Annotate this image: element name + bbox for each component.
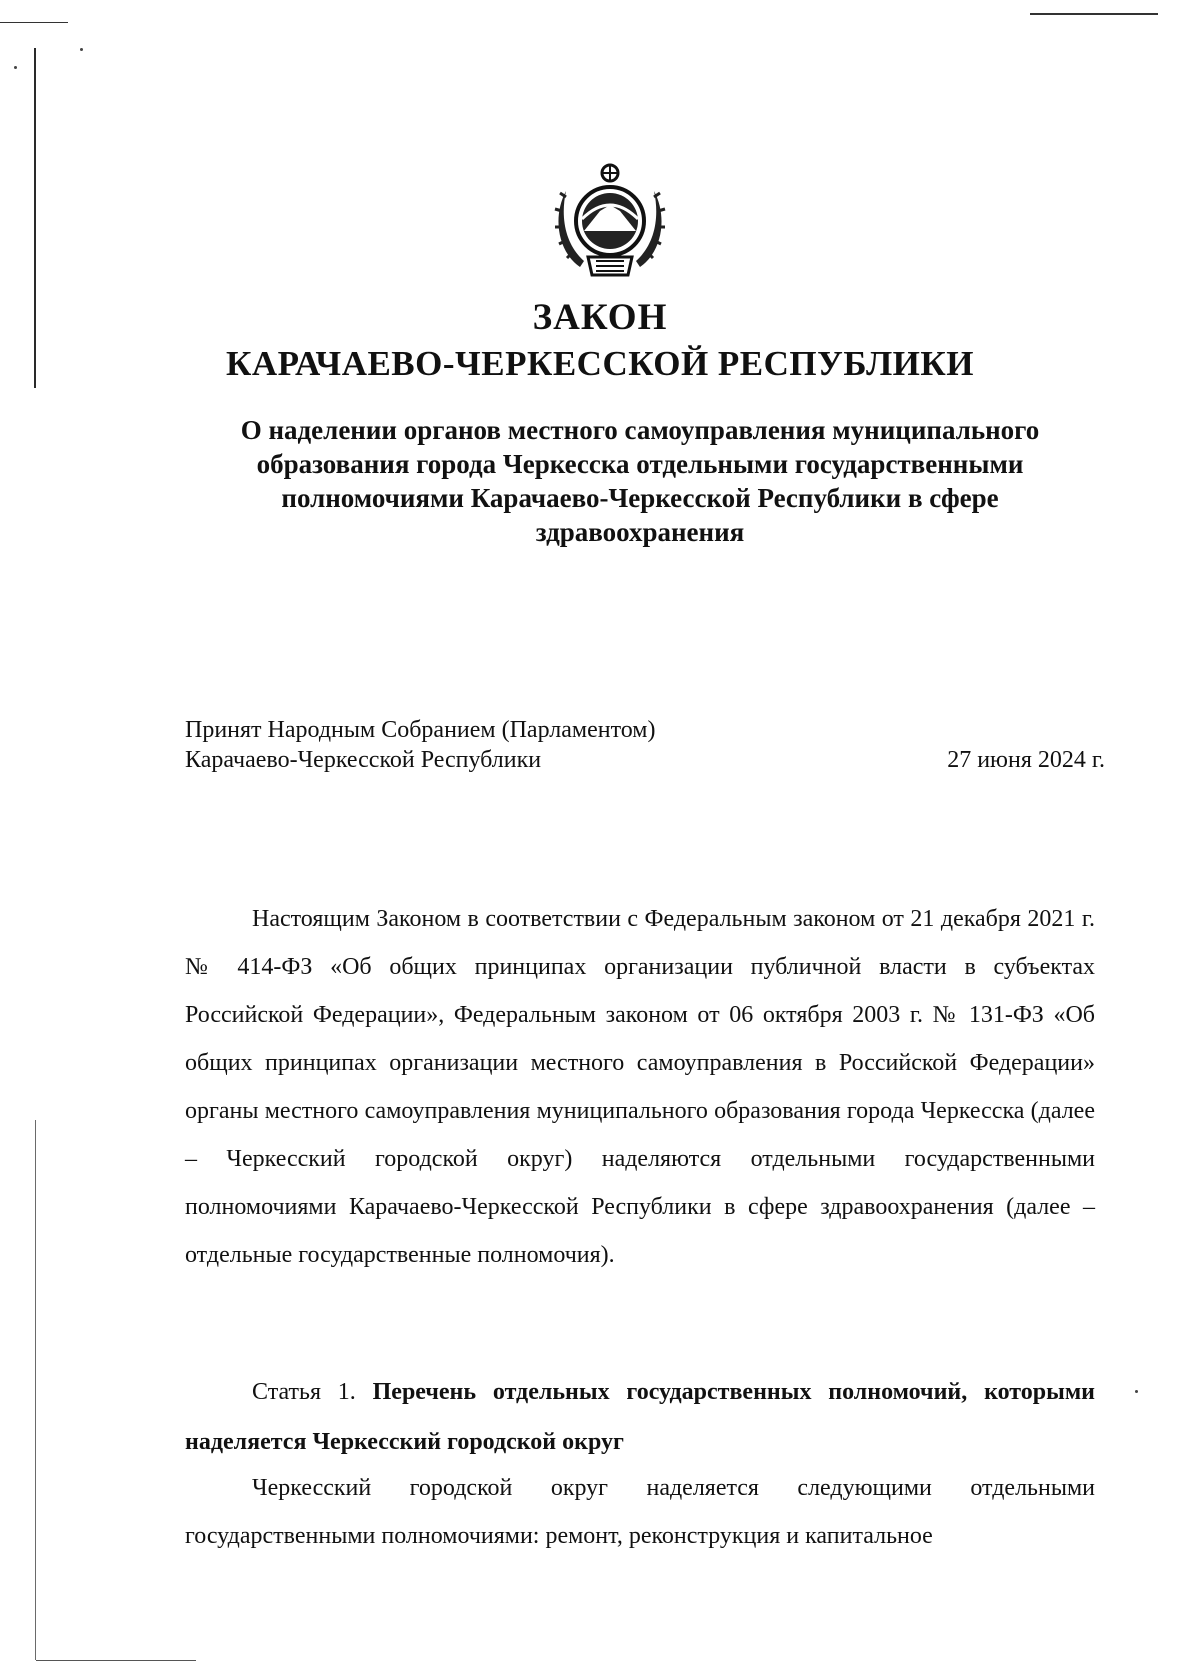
scan-speck <box>14 66 17 69</box>
article-1-title: Перечень отдельных государственных полномочий, которыми наделяется Черкесский городской округ <box>185 1379 1095 1455</box>
scan-speck <box>80 48 83 51</box>
scan-speck <box>1135 1390 1138 1393</box>
scan-artifact-top-left <box>0 22 68 23</box>
scan-artifact-bottom-left <box>36 1660 196 1661</box>
adoption-line-1: Принят Народным Собранием (Парламентом) <box>185 717 656 743</box>
scan-artifact-top-right <box>1030 13 1158 15</box>
article-1-text: Черкесский городской округ наделяется следующими отдельными государственными полномочиями: ремонт, реконструкция и капитальное <box>185 1475 1095 1549</box>
article-1-label: Статья 1. <box>252 1379 373 1405</box>
document-title: ЗАКОН <box>532 297 668 338</box>
adoption-line-2: Карачаево-Черкесской Республики <box>185 747 542 773</box>
adoption-date: 27 июня 2024 г. <box>947 747 1105 773</box>
article-1-heading <box>185 1367 1095 1467</box>
adoption-block <box>185 715 1105 775</box>
document-issuer: КАРАЧАЕВО-ЧЕРКЕССКОЙ РЕСПУБЛИКИ <box>225 344 975 383</box>
scan-artifact-left-margin-lower <box>35 1120 36 1660</box>
law-subject: О наделении органов местного самоуправления муниципального образования города Черкесска отдельными государственными полномочиями Карачаево-Черкесской Республики в сфере здравоохранения <box>240 415 1040 547</box>
preamble-paragraph: Настоящим Законом в соответствии с Федеральным законом от 21 декабря 2021 г. № 414-ФЗ «Об общих принципах организации публичной власти в субъектах Российской Федерации», Федеральным законом от 06 октября 2003 г. № 131-ФЗ «Об общих принципах организации местного самоуправления в Российской Федерации» органы местного самоуправления муниципального образования города Черкесска (далее – Черкесский городской округ) наделяются отдельными государственными полномочиями Карачаево-Черкесской Республики в сфере здравоохранения (далее – отдельные государственные полномочия). <box>185 906 1095 1268</box>
coat-of-arms-icon <box>550 157 670 285</box>
